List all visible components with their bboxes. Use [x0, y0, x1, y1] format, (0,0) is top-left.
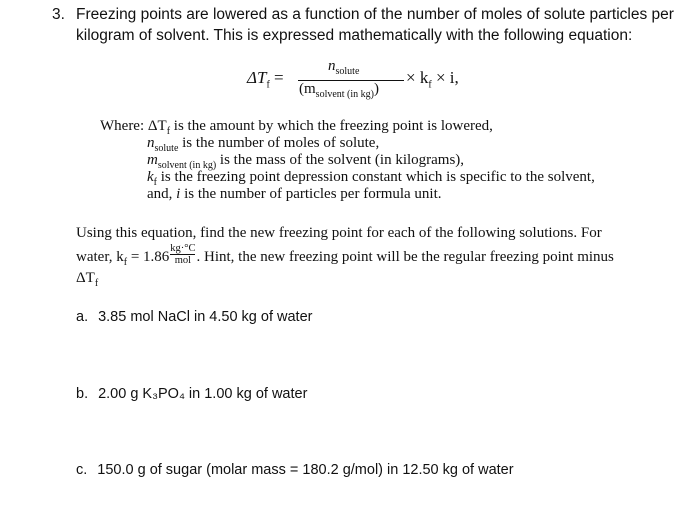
def-n-sub: solute: [154, 143, 179, 154]
def-i-prefix: and,: [147, 186, 177, 202]
def-n-symbol: n: [147, 135, 155, 151]
def-k-text: is the freezing point depression constant which is specific to the solvent,: [157, 169, 595, 185]
kf-units-fraction: [170, 243, 195, 266]
equation-lhs: [247, 68, 284, 90]
question-intro-line2: kilogram of solvent. This is expressed mathematically with the following equation:: [76, 27, 633, 44]
instructions-line1: Using this equation, find the new freezing point for each of the following solutions. For: [76, 225, 602, 241]
denominator-symbol: (m: [299, 81, 316, 97]
part-c: [76, 462, 514, 478]
hint-delta-t: ΔT: [76, 270, 95, 286]
def-delta-t-sub: f: [166, 126, 171, 137]
part-c-label: c.: [76, 462, 88, 478]
part-b-text: 2.00 g K₃PO₄ in 1.00 kg of water: [98, 386, 308, 402]
kf-label: water, k: [76, 248, 124, 265]
numerator-subscript: solute: [335, 66, 360, 77]
part-b: [76, 386, 307, 402]
def-delta-t-text: is the amount by which the freezing point is lowered,: [170, 118, 493, 134]
hint-delta-t-sub: f: [94, 278, 99, 289]
times-k: × k: [406, 68, 429, 87]
def-m-text: is the mass of the solvent (in kilograms),: [216, 152, 465, 168]
question-intro-line1: Freezing points are lowered as a function of the number of moles of solute particles per: [76, 6, 674, 23]
def-i-symbol: i: [176, 186, 181, 202]
instructions-line3: [76, 270, 98, 289]
delta-t-symbol: ΔT: [247, 68, 267, 87]
def-delta-t-symbol: Where: ΔT: [100, 118, 167, 134]
delta-t-subscript: f: [266, 79, 270, 91]
instructions-hint: . Hint, the new freezing point will be the regular freezing point minus: [196, 248, 614, 265]
instructions-line2: [76, 243, 614, 269]
def-k-sub: f: [153, 177, 158, 188]
def-m-sub: solvent (in kg): [157, 160, 217, 171]
kf-sub: f: [123, 256, 128, 268]
part-c-text: 150.0 g of sugar (molar mass = 180.2 g/mol) in 12.50 kg of water: [97, 462, 514, 478]
question-number: 3.: [52, 6, 65, 23]
equation-denominator: [299, 81, 379, 100]
part-a-label: a.: [76, 309, 89, 325]
def-k-symbol: k: [147, 169, 154, 185]
kf-value: = 1.86: [127, 248, 170, 265]
denominator-close: ): [374, 81, 379, 97]
part-b-label: b.: [76, 386, 89, 402]
denominator-subscript: solvent (in kg): [315, 89, 374, 100]
definition-i: [147, 186, 442, 203]
numerator-symbol: n: [328, 58, 336, 74]
def-n-text: is the number of moles of solute,: [178, 135, 380, 151]
times-i: × i,: [435, 68, 459, 87]
part-a-text: 3.85 mol NaCl in 4.50 kg of water: [98, 309, 313, 325]
kf-units-numerator: kg·°C: [170, 243, 196, 254]
equals-sign: =: [274, 68, 284, 87]
k-subscript: f: [428, 79, 432, 91]
part-a: [76, 309, 312, 325]
kf-units-denominator: mol: [174, 255, 192, 266]
equation-numerator: [328, 58, 359, 77]
def-m-symbol: m: [147, 152, 158, 168]
equation-rhs: [406, 68, 459, 90]
def-i-text: is the number of particles per formula unit.: [180, 186, 442, 202]
